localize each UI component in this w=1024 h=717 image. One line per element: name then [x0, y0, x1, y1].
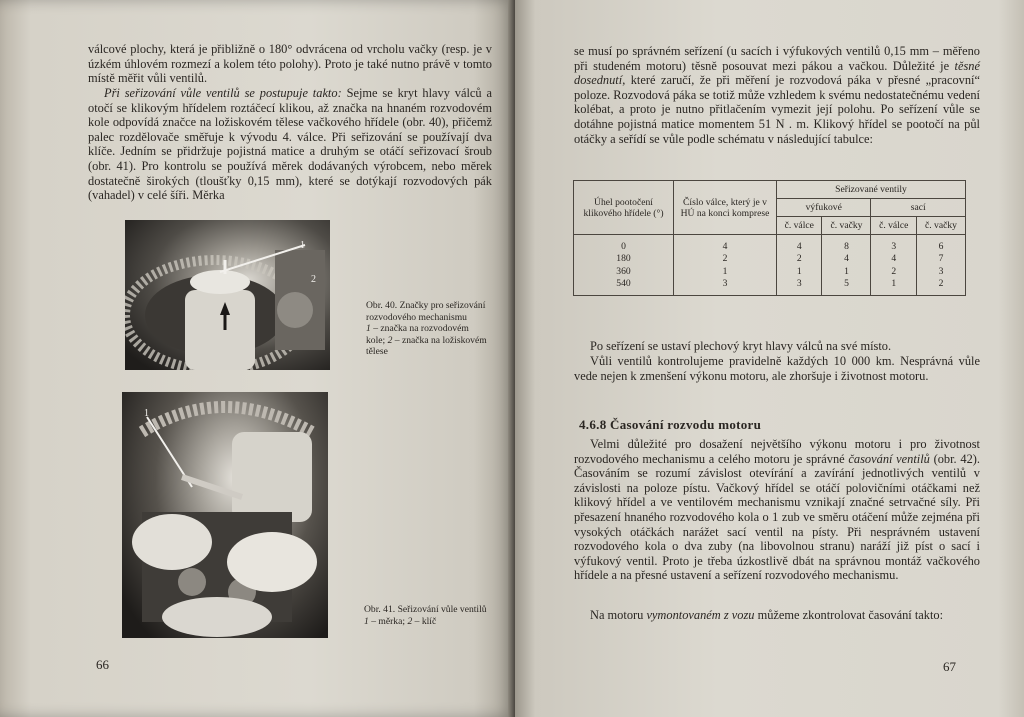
- right-paragraph-1: [574, 44, 980, 146]
- table-cell: 2: [891, 265, 897, 277]
- figure-40-label-2: 2: [311, 274, 316, 285]
- table-header-exhaust: výfukové: [777, 199, 871, 217]
- valve-adjustment-table: [573, 180, 966, 296]
- table-cell: 8: [844, 241, 849, 252]
- left-paragraph-2-body: Sejme se kryt hlavy válců a otočí se klikovým hřídelem roztáčecí klikou, až značka na hnaném rozvodovém kole odpovídá značce na ložiskovém tělese vačkového hřídele (obr. 40), přičemž palec rozdělovače směřuje k vývodu 4. válce. Při seřizování se používají dva klíče. Jedním se přidržuje pojistná matice a druhým se otáčí seřizovací šroub (obr. 41). Pro kontrolu se používá měrek dodávaných výrobcem, nebo měrek dostatečně širokých (tloušťky 0,15 mm), které se dotýkají rozvodových pák (vahadel) v celé šíři. Měrka: [88, 86, 492, 203]
- table-cell: 180: [616, 253, 631, 265]
- right-paragraph-5-start: Na motoru: [590, 608, 647, 622]
- table-cell: 2: [938, 278, 944, 290]
- figure-40-illustration: [125, 220, 330, 370]
- page-number-left: 66: [96, 657, 109, 672]
- table-cell: 6: [938, 241, 944, 252]
- right-paragraph-4-end: (obr. 42). Časováním se rozumí závislost otevírání a zavírání jednotlivých ventilů v závislosti na poloze pístu. Vačkový hřídel se otáčí polovičními otáčkami než klikový hřídel a ve ventilovém mechanismu vznikají značné setrvačné síly. Při přesazení hnaného rozvodového kola o 1 zub ve směru otáčení může zejména při vysokých otáčkách narážet sací ventil na písty. Při nesprávném ustavení rozvodového kola o dva zuby (na libovolnou stranu) naráží již píst o sací i výfukový ventil. Proto je třeba úzkostlivě dbát na správnou montáž vačkového hřídele a na přesné ustavení a seřízení rozvodového mechanismu.: [574, 451, 980, 583]
- table-column-intake-cylinder: [871, 235, 916, 296]
- table-cell: 4: [722, 241, 728, 252]
- right-paragraph-1-start: se musí po správném seřízení (u sacích i výfukových ventilů 0,15 mm – měřeno při studeném motoru) těsně posouvat mezi pákou a vačkou. Důležité je: [574, 44, 980, 73]
- table-header-exhaust-cylinder: č. válce: [777, 217, 822, 235]
- table-cell: 4: [796, 241, 802, 252]
- right-paragraph-4: [574, 437, 980, 583]
- figure-40-legend-1-number: 1: [366, 323, 371, 335]
- table-header-intake-cylinder: č. válce: [871, 217, 916, 235]
- section-heading: 4.6.8 Časování rozvodu motoru: [579, 417, 762, 432]
- right-paragraph-4-start: Velmi důležité pro dosažení největšího výkonu motoru i pro životnost rozvodového mechanismu a celého motoru je správné: [574, 437, 980, 466]
- table-cell: 1: [796, 265, 802, 277]
- table-column-exhaust-cam: [822, 235, 871, 296]
- right-paragraph-5-end: můžeme zkontrolovat časování takto:: [754, 608, 944, 622]
- table-cell: 0: [621, 241, 626, 252]
- table-cell: 1: [844, 265, 849, 277]
- table-header-angle: Úhel pootočení klikového hřídele (°): [574, 181, 674, 235]
- table-cell: 4: [891, 253, 897, 265]
- table-cell: 1: [722, 265, 728, 277]
- page-number-right: 67: [943, 659, 956, 674]
- figure-41-label-1: 1: [144, 408, 149, 419]
- right-paragraph-5: [574, 608, 980, 623]
- right-paragraph-3: Vůli ventilů kontrolujeme pravidelně každých 10 000 km. Nesprávná vůle vede nejen k zmenšení výkonu motoru, ale zhoršuje i životnost motoru.: [574, 354, 980, 383]
- figure-41-illustration: [122, 392, 328, 638]
- figure-40-label-1: 1: [300, 240, 305, 251]
- table-cell: 3: [891, 241, 897, 252]
- figure-40-legend-2: – značka na ložiskovém tělese: [366, 334, 487, 358]
- table-cell: 360: [616, 265, 631, 277]
- figure-40-caption: [366, 300, 490, 358]
- table-cell: 5: [844, 278, 849, 290]
- right-paragraph-1-end: , které zaručí, že při měření je rozvodová páka v přesné „pracovní“ poloze. Rozvodová páka se totiž může vzhledem k svému nedostatečnému vedení kolébat, a proto je nutno přitlačením vymezit její polohu. Po seřízení vůle se dotáhne pojistná matice momentem 51 N . m. Klikový hřídel se pootočí na půl otáčky a seřídí se vůle podle schématu v následující tabulce:: [574, 73, 980, 146]
- left-paragraph-1: válcové plochy, která je přibližně o 180° odvrácena od vrcholu vačky (resp. je v úzkém úhlovém rozmezí a kolem této polohy). Proto je také nutno právě v tomto místě měřit vůli ventilů.: [88, 42, 492, 86]
- figure-41-caption: [364, 604, 488, 627]
- figure-41-legend-1-number: 1: [364, 615, 369, 627]
- figure-41-legend-1: – měrka;: [368, 615, 408, 627]
- table-cell: 3: [796, 278, 802, 290]
- table-cell: 1: [891, 278, 897, 290]
- table-column-angles: [574, 235, 674, 296]
- figure-40-title: Obr. 40. Značky pro seřizování rozvodového mechanismu: [366, 300, 486, 323]
- table-cell: 540: [616, 278, 631, 290]
- table-column-cylinders: [674, 235, 777, 296]
- table-cell: 7: [938, 253, 944, 265]
- right-paragraph-4-emphasis: časování ventilů: [848, 451, 930, 466]
- figure-41-title: Obr. 41. Seřizování vůle ventilů: [364, 604, 487, 615]
- figure-40-legend-1: – značka na rozvodovém kole;: [366, 323, 469, 346]
- figure-41-photo: [122, 392, 328, 638]
- table-column-intake-cam: [916, 235, 965, 296]
- table-cell: 3: [938, 265, 944, 277]
- figure-40-photo: [125, 220, 330, 370]
- table-cell: 3: [722, 278, 728, 290]
- figure-41-legend-2: – klíč: [412, 615, 437, 627]
- right-paragraph-2: Po seřízení se ustaví plechový kryt hlavy válců na své místo.: [590, 339, 892, 353]
- right-paragraph-5-emphasis: vymontovaném z vozu: [646, 608, 755, 622]
- table-header-valves: Seřizované ventily: [777, 181, 966, 199]
- table-header-intake-cam: č. vačky: [916, 217, 965, 235]
- table-header-cylinder: Číslo válce, který je v HÚ na konci komprese: [674, 181, 777, 235]
- figure-40-legend-2-number: 2: [387, 334, 393, 346]
- left-paragraph-2-emphasis: Při seřizování vůle ventilů se postupuje takto:: [104, 86, 342, 100]
- table-column-exhaust-cylinder: [777, 235, 822, 296]
- right-page: [515, 0, 1024, 717]
- table-cell: 2: [796, 253, 802, 265]
- table-cell: 2: [722, 253, 728, 265]
- table-header-exhaust-cam: č. vačky: [822, 217, 871, 235]
- right-paragraph-1-emphasis: těsné dosednutí: [574, 58, 980, 88]
- table-header-intake: sací: [871, 199, 966, 217]
- figure-41-legend-2-number: 2: [407, 615, 413, 627]
- table-cell: 4: [844, 253, 849, 265]
- left-paragraph-2: [88, 86, 492, 203]
